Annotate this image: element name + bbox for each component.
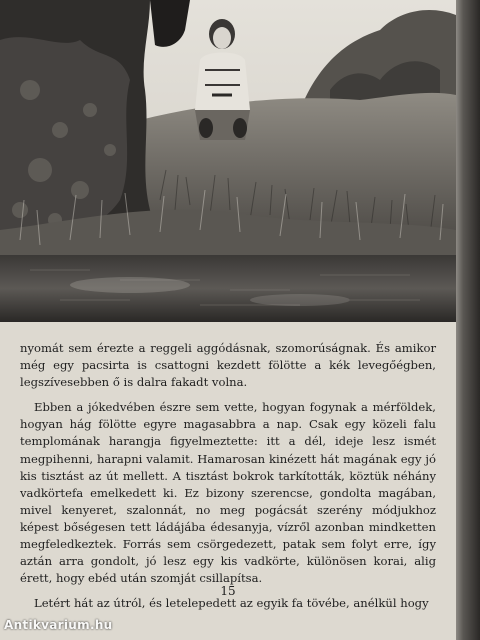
- paragraph-1: nyomát sem érezte a reggeli aggódásnak, szomorúságnak. És amikor még egy pacsirta is csattogni kezdett fölötte a kék levegőégben, legszívesebben ő is dalra fakadt volna.: [20, 341, 436, 390]
- paragraph-3: Letért hát az útról, és letelepedett az egyik fa tövébe, anélkül hogy: [34, 596, 429, 611]
- watermark-logo: Antikvarium.hu: [4, 618, 113, 632]
- photograph: [0, 0, 456, 322]
- body-text: [20, 340, 436, 620]
- page-binding-edge: [456, 0, 480, 640]
- page-number: 15: [220, 584, 236, 598]
- paragraph-2: Ebben a jókedvében észre sem vette, hogyan fogynak a mérföldek, hogyan hág fölötte egyre magasabbra a nap. Csak egy közeli falu templomának harangja figyelmeztette: itt a dél, ideje lesz ismét megpihenni, harapni valamit. Hamarosan kinézett hát magának egy jó kis tisztást az út mellett. A tisztást bokrok tarkították, köztük néhány vadkörtefa emelkedett ki. Ez bizony szerencse, gondolta magában, mivel kenyeret, szalonnát, no meg pogácsát szerény módjukhoz képest bőségesen tett ládájába édesanyja, vízről azonban mindketten megfeledkeztek. Forrás sem csörgedezett, patak sem folyt erre, így aztán arra gondolt, jó lesz egy kis vadkörte, különösen korai, alig érett, hogy ebéd után szomját csillapítsa.: [20, 400, 436, 586]
